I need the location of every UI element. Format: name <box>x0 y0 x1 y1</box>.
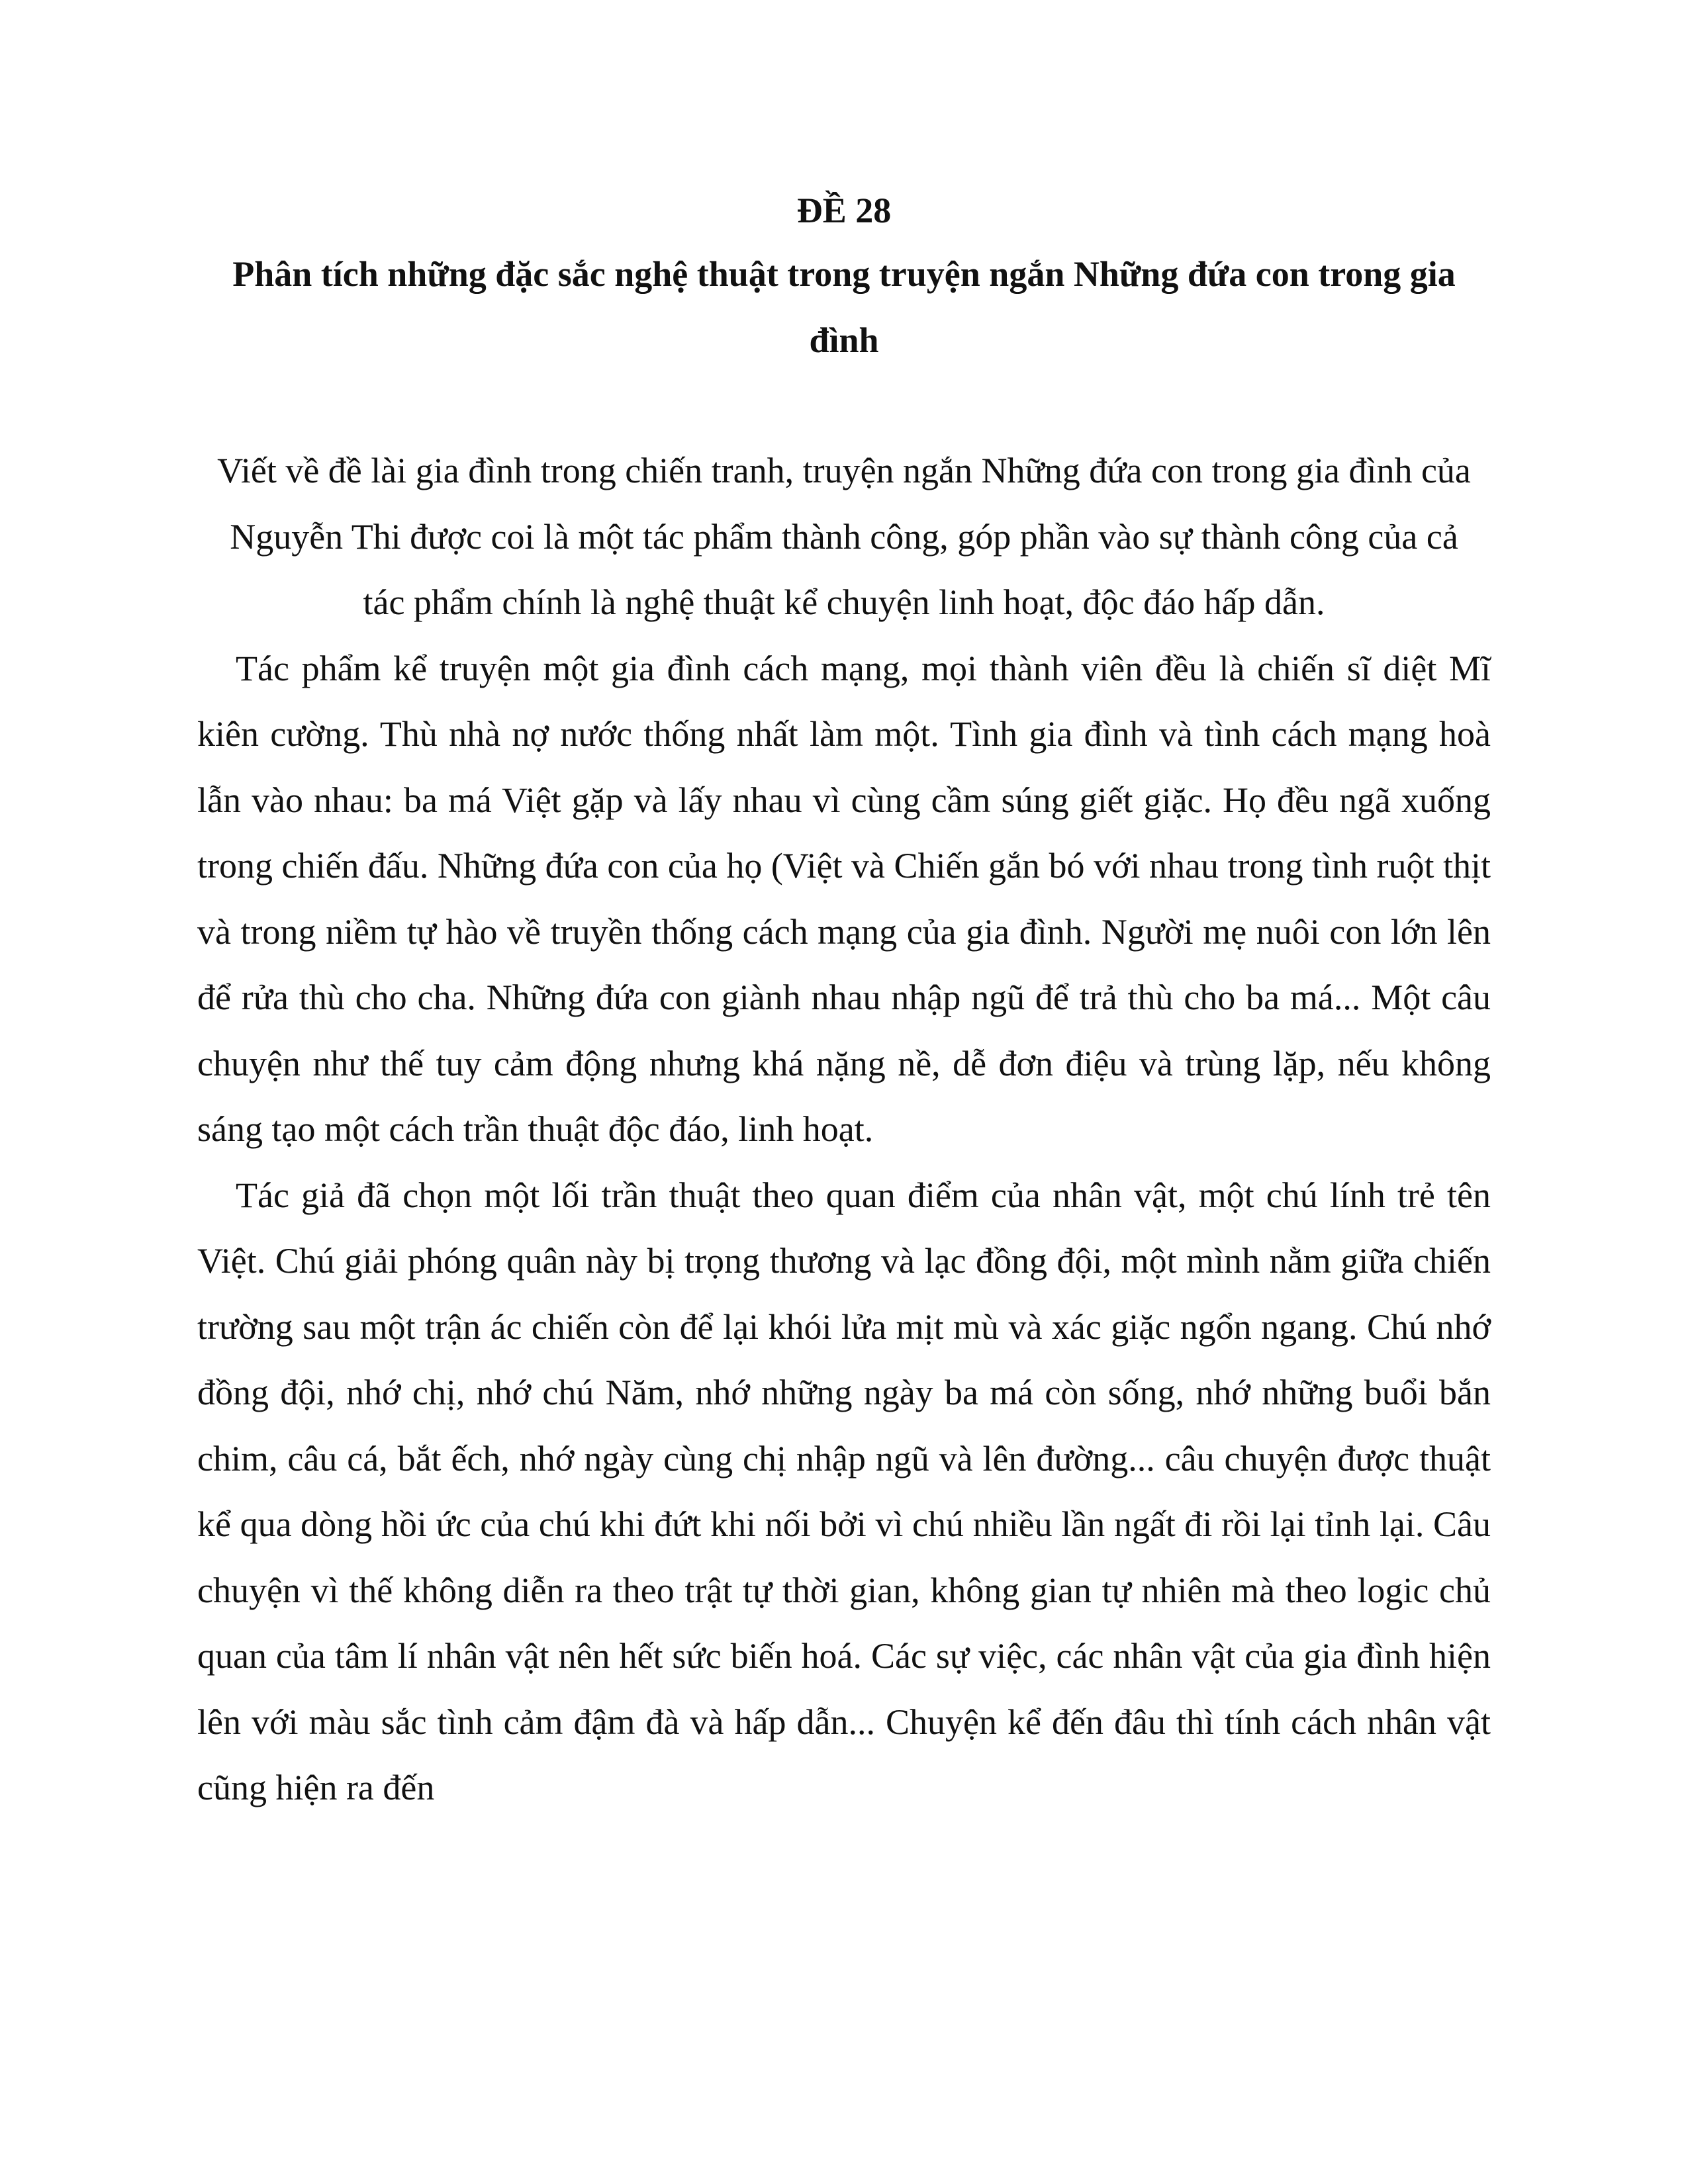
paragraph-narration: Tác giả đã chọn một lối trần thuật theo quan điểm của nhân vật, một chú lính trẻ tên Việt. Chú giải phóng quân này bị trọng thương và lạc đồng đội, một mình nằm giữa chiến trường sau một trận ác chiến còn để lại khói lửa mịt mù và xác giặc ngổn ngang. Chú nhớ đồng đội, nhớ chị, nhớ chú Năm, nhớ những ngày ba má còn sống, nhớ những buổi bắn chim, câu cá, bắt ếch, nhớ ngày cùng chị nhập ngũ và lên đường... câu chuyện được thuật kể qua dòng hồi ức của chú khi đứt khi nối bởi vì chú nhiều lần ngất đi rồi lại tỉnh lại. Câu chuyện vì thế không diễn ra theo trật tự thời gian, không gian tự nhiên mà theo logic chủ quan của tâm lí nhân vật nên hết sức biến hoá. Các sự việc, các nhân vật của gia đình hiện lên với màu sắc tình cảm đậm đà và hấp dẫn... Chuyện kể đến đâu thì tính cách nhân vật cũng hiện ra đến <box>197 1175 1491 1807</box>
exam-number-heading: ĐỀ 28 <box>796 191 892 230</box>
essay-title: Phân tích những đặc sắc nghệ thuật trong truyện ngắn Những đứa con trong gia đình <box>232 254 1456 360</box>
essay-body <box>197 438 1491 1821</box>
paragraph-summary: Tác phẩm kể truyện một gia đình cách mạng, mọi thành viên đều là chiến sĩ diệt Mĩ kiên cường. Thù nhà nợ nước thống nhất làm một. Tình gia đình và tình cách mạng hoà lẫn vào nhau: ba má Việt gặp và lấy nhau vì cùng cầm súng giết giặc. Họ đều ngã xuống trong chiến đấu. Những đứa con của họ (Việt và Chiến gắn bó với nhau trong tình ruột thịt và trong niềm tự hào về truyền thống cách mạng của gia đình. Người mẹ nuôi con lớn lên để rửa thù cho cha. Những đứa con giành nhau nhập ngũ để trả thù cho ba má... Một câu chuyện như thế tuy cảm động nhưng khá nặng nề, dễ đơn điệu và trùng lặp, nếu không sáng tạo một cách trần thuật độc đáo, linh hoạt. <box>197 648 1491 1149</box>
paragraph-intro: Viết về đề lài gia đình trong chiến tranh, truyện ngắn Những đứa con trong gia đình của Nguyễn Thi được coi là một tác phẩm thành công, góp phần vào sự thành công của cả tác phẩm chính là nghệ thuật kể chuyện linh hoạt, độc đáo hấp dẫn. <box>217 451 1471 622</box>
